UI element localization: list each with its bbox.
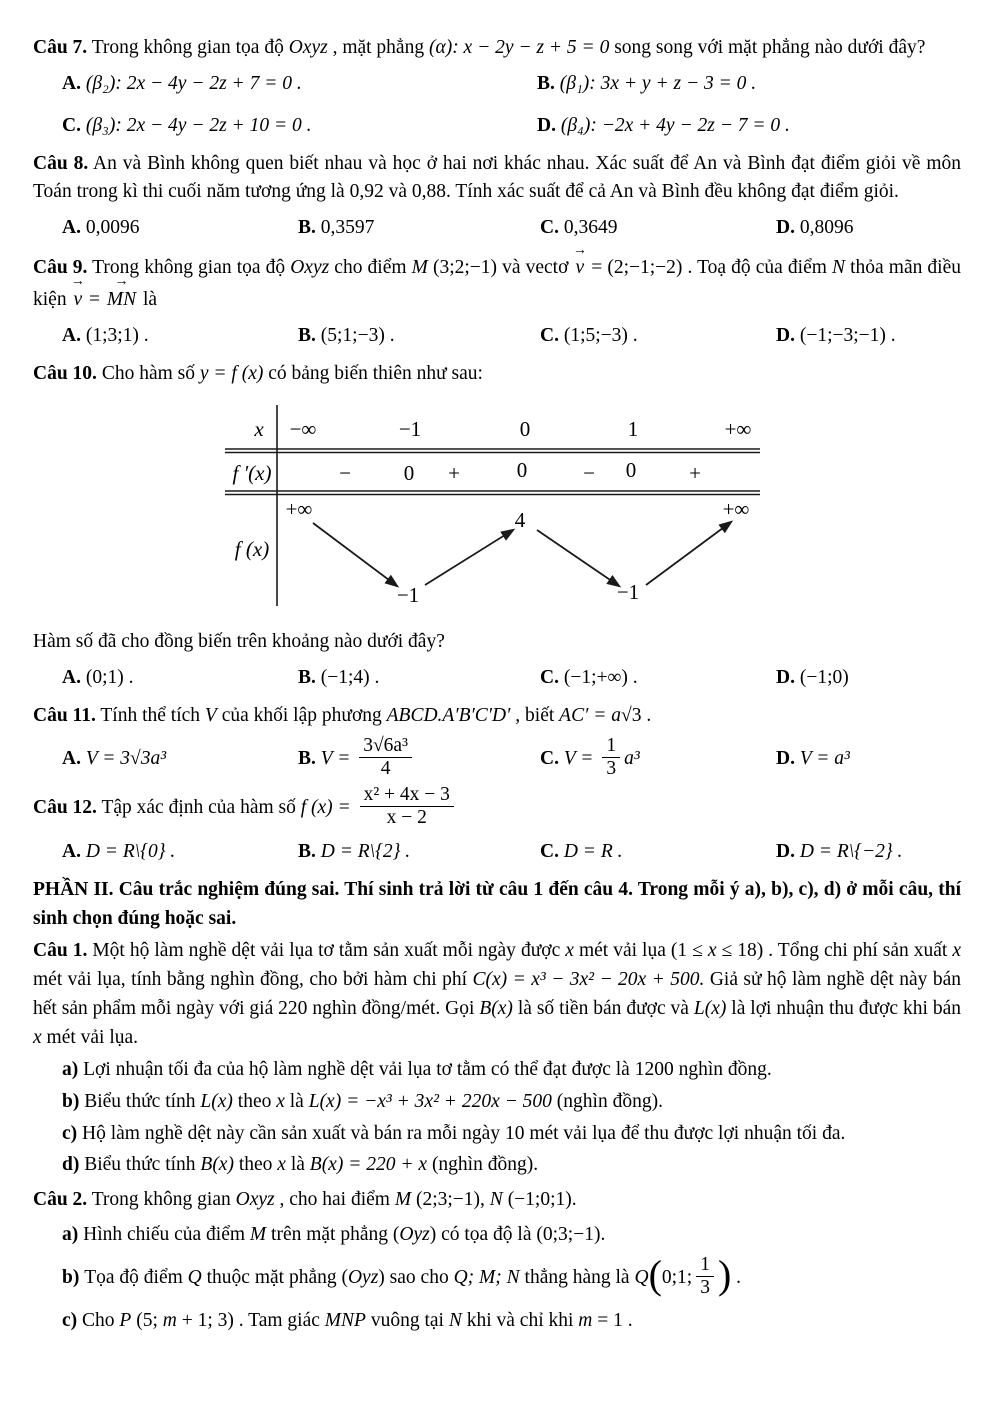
question-11-option-d: D. V = a³: [776, 748, 850, 770]
question-7: [33, 34, 961, 141]
question-9: [33, 252, 961, 351]
table-x-value-0: −∞: [289, 417, 317, 442]
question-7-option-b: B. (β₁): 3x + y + z − 3 = 0 .: [537, 72, 757, 94]
question-10: [33, 360, 961, 692]
question-9-option-b: B. (5;1;−3) .: [298, 325, 395, 347]
question-9-option-d: D. (−1;−3;−1) .: [776, 325, 896, 347]
question-12-option-b: B. D = R\{2} .: [298, 840, 411, 862]
part2-header: PHẦN II. Câu trắc nghiệm đúng sai. Thí sinh trả lời từ câu 1 đến câu 4. Trong mỗi ý a), b), c), d) ở mỗi câu, thí sinh chọn đúng hoặc sai.: [33, 878, 961, 929]
table-x-value-1: −1: [398, 417, 422, 442]
table-fprime-sign-1: 0: [403, 461, 415, 486]
question-7-option-d: D. (β₄): −2x + 4y − 2z − 7 = 0 .: [537, 114, 790, 136]
part2-question-2-item-a: a) Hình chiếu của điểm M trên mặt phẳng (Oyz) có tọa độ là (0;3;−1).: [62, 1224, 606, 1246]
question-10-options: [33, 664, 961, 693]
question-10-option-c: C. (−1;+∞) .: [540, 666, 638, 688]
table-f-min-1: −1: [396, 583, 420, 608]
question-11-stem: Câu 11. Tính thể tích V của khối lập phương ABCD.A′B′C′D′ , biết AC′ = a√3 .: [33, 704, 652, 726]
question-8-option-c: C. 0,3649: [540, 217, 618, 239]
question-11: [33, 702, 961, 783]
question-10-option-a: A. (0;1) .: [62, 666, 134, 688]
part2-question-2-item-b: b) Tọa độ điểm Q thuộc mặt phẳng (Oyz) sao cho Q; M; N thẳng hàng là Q(0;1; $\frac{1}{3}$ ) .: [62, 1252, 742, 1298]
question-12-option-c: C. D = R .: [540, 840, 623, 862]
variation-table-svg: [225, 403, 760, 608]
table-x-value-2: 0: [519, 417, 531, 442]
part2-question-2: [33, 1186, 961, 1335]
table-f-label: f (x): [234, 537, 270, 562]
table-x-value-4: +∞: [724, 417, 752, 442]
table-f-min-2: −1: [616, 580, 640, 605]
question-7-options: [33, 70, 961, 141]
table-f-max: 4: [514, 508, 526, 533]
part2-question-1: [33, 937, 961, 1180]
question-8-option-a: A. 0,0096: [62, 217, 140, 239]
table-x-label: x: [254, 417, 264, 442]
part2-question-2-stem: Câu 2. Trong không gian Oxyz , cho hai điểm M (2;3;−1), N (−1;0;1).: [33, 1189, 577, 1211]
question-8-option-b: B. 0,3597: [298, 217, 375, 239]
question-9-options: [33, 322, 961, 351]
question-10-option-d: D. (−1;0): [776, 666, 849, 688]
question-7-option-a: A. (β₂): 2x − 4y − 2z + 7 = 0 .: [62, 72, 302, 94]
question-12: [33, 786, 961, 867]
part2-question-1-item-d: d) Biểu thức tính B(x) theo x là B(x) = 220 + x (nghìn đồng).: [62, 1154, 539, 1176]
question-9-option-a: A. (1;3;1) .: [62, 325, 149, 347]
question-10-option-b: B. (−1;4) .: [298, 666, 380, 688]
table-fprime-sign-4: −: [583, 461, 595, 486]
table-f-left-top: +∞: [285, 497, 313, 522]
question-10-question: Hàm số đã cho đồng biến trên khoảng nào dưới đây?: [33, 630, 445, 652]
part2-question-2-item-c: c) Cho P (5; m + 1; 3) . Tam giác MNP vuông tại N khi và chỉ khi m = 1 .: [62, 1309, 633, 1331]
variation-table: [225, 403, 961, 618]
question-8: [33, 150, 961, 244]
question-7-option-c: C. (β₃): 2x − 4y − 2z + 10 = 0 .: [62, 114, 312, 136]
table-fprime-sign-0: −: [339, 461, 351, 486]
question-11-option-c: C. V = $\frac{1}{3}$ a³: [540, 735, 640, 780]
question-12-stem: Câu 12. Tập xác định của hàm số f (x) = $\frac{\text{x² + 4x − 3}}{x - 2}$: [33, 786, 961, 831]
question-8-option-d: D. 0,8096: [776, 217, 854, 239]
question-11-options: [33, 737, 961, 782]
part2-question-1-item-c: c) Hộ làm nghề dệt này cần sản xuất và bán ra mỗi ngày 10 mét vải lụa để thu được lợi nhuận tối đa.: [62, 1122, 846, 1144]
question-11-option-b: B. V = $\frac{\text{3√6a³}}{4}$: [298, 737, 540, 782]
table-fprime-sign-5: 0: [625, 458, 637, 483]
table-fprime-label: f ′(x): [232, 461, 272, 486]
question-9-stem: Câu 9. Trong không gian tọa độ Oxyz cho điểm M (3;2;−1) và vectơ v → = (2;−1;−2) . Toạ độ của điểm N thỏa mãn điều kiện v → = MN → là: [33, 252, 961, 315]
question-10-stem: Câu 10. Cho hàm số y = f (x) có bảng biến thiên như sau:: [33, 363, 483, 385]
question-12-option-a: A. D = R\{0} .: [62, 840, 176, 862]
question-8-options: [33, 214, 961, 243]
part2-question-1-item-a: a) Lợi nhuận tối đa của hộ làm nghề dệt vải lụa tơ tằm có thể đạt được là 1200 nghìn đồng.: [62, 1058, 772, 1080]
question-12-options: [33, 838, 961, 867]
question-8-stem: Câu 8. An và Bình không quen biết nhau và học ở hai nơi khác nhau. Xác suất để An và Bình đạt điểm giỏi về môn Toán trong kì thi cuối năm tương ứng là 0,92 và 0,88. Tính xác suất để cả An và Bình đều không đạt điểm giỏi.: [33, 152, 961, 203]
table-fprime-sign-3: 0: [516, 458, 528, 483]
question-12-option-d: D. D = R\{−2} .: [776, 840, 903, 862]
part2-question-1-item-b: b) Biểu thức tính L(x) theo x là L(x) = −x³ + 3x² + 220x − 500 (nghìn đồng).: [62, 1090, 663, 1112]
question-11-option-a: A. V = 3√3a³: [62, 748, 167, 770]
table-fprime-sign-2: +: [448, 461, 460, 486]
table-fprime-sign-6: +: [689, 461, 701, 486]
part2-question-1-stem: Câu 1. Một hộ làm nghề dệt vải lụa tơ tằm sản xuất mỗi ngày được x mét vải lụa (1 ≤ x ≤ 18) . Tổng chi phí sản xuất x mét vải lụa, tính bằng nghìn đồng, cho bởi hàm chi phí C(x) = x³ − 3x² − 20x + 500. Giả sử hộ làm nghề dệt này bán hết sản phẩm mỗi ngày với giá 220 nghìn đồng/mét. Gọi B(x) là số tiền bán được và L(x) là lợi nhuận thu được khi bán x mét vải lụa.: [33, 940, 962, 1048]
table-f-right-top: +∞: [722, 497, 750, 522]
question-9-option-c: C. (1;5;−3) .: [540, 325, 638, 347]
question-7-stem: Câu 7. Trong không gian tọa độ Oxyz , mặt phẳng (α): x − 2y − z + 5 = 0 song song với mặt phẳng nào dưới đây?: [33, 37, 926, 58]
table-x-value-3: 1: [627, 417, 639, 442]
